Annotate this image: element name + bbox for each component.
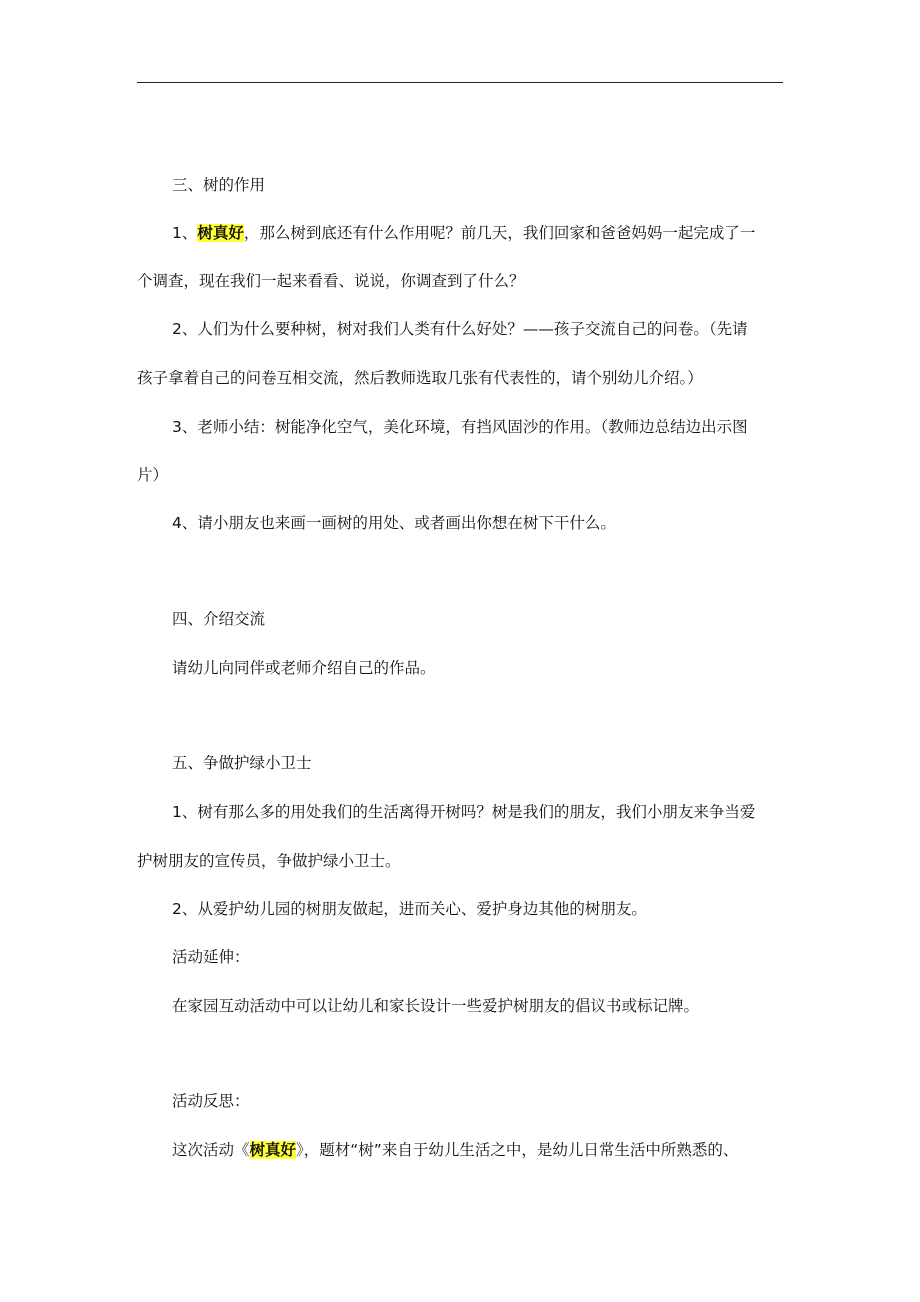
reflection-text bbox=[137, 1139, 818, 1161]
section-3-paragraph-3-line-2: 片） bbox=[137, 466, 169, 484]
section-5-paragraph-1-line-2: 护树朋友的宣传员，争做护绿小卫士。 bbox=[137, 852, 401, 870]
section-4-paragraph-1: 请幼儿向同伴或老师介绍自己的作品。 bbox=[172, 659, 436, 677]
section-5-paragraph-1-line-1: 1、树有那么多的用处我们的生活离得开树吗？树是我们的朋友，我们小朋友来争当爱 bbox=[172, 803, 756, 821]
header-rule bbox=[137, 82, 783, 83]
section-5-paragraph-2: 2、从爱护幼儿园的树朋友做起，进而关心、爱护身边其他的树朋友。 bbox=[172, 900, 647, 918]
section-5-heading: 五、争做护绿小卫士 bbox=[172, 754, 312, 772]
extension-label: 活动延伸： bbox=[172, 948, 250, 966]
extension-text: 在家园互动活动中可以让幼儿和家长设计一些爱护树朋友的倡议书或标记牌。 bbox=[172, 997, 700, 1015]
highlighted-title: 树真好 bbox=[249, 1141, 297, 1159]
section-3-paragraph-2-line-2: 孩子拿着自己的问卷互相交流，然后教师选取几张有代表性的，请个别幼儿介绍。） bbox=[137, 369, 703, 387]
paragraph-number: 1、 bbox=[172, 224, 198, 242]
section-3-paragraph-3-line-1: 3、老师小结：树能净化空气，美化环境，有挡风固沙的作用。（教师边总结边出示图 bbox=[172, 418, 748, 436]
section-3-paragraph-1-line-2: 个调查，现在我们一起来看看、说说，你调查到了什么？ bbox=[137, 272, 525, 290]
section-3-paragraph-1-line-1 bbox=[137, 222, 818, 244]
paragraph-text: ，那么树到底还有什么作用呢？前几天，我们回家和爸爸妈妈一起完成了一 bbox=[243, 224, 756, 242]
section-4-heading: 四、介绍交流 bbox=[172, 610, 266, 628]
section-3-paragraph-4: 4、请小朋友也来画一画树的用处、或者画出你想在树下干什么。 bbox=[172, 514, 616, 532]
reflection-text-post: 》，题材“树”来自于幼儿生活之中，是幼儿日常生活中所熟悉的、 bbox=[296, 1141, 739, 1159]
reflection-label: 活动反思： bbox=[172, 1092, 250, 1110]
highlighted-title: 树真好 bbox=[197, 224, 244, 242]
section-3-heading: 三、树的作用 bbox=[172, 176, 266, 194]
reflection-text-pre: 这次活动《 bbox=[172, 1141, 250, 1159]
section-3-paragraph-2-line-1: 2、人们为什么要种树，树对我们人类有什么好处？——孩子交流自己的问卷。（先请 bbox=[172, 320, 748, 338]
